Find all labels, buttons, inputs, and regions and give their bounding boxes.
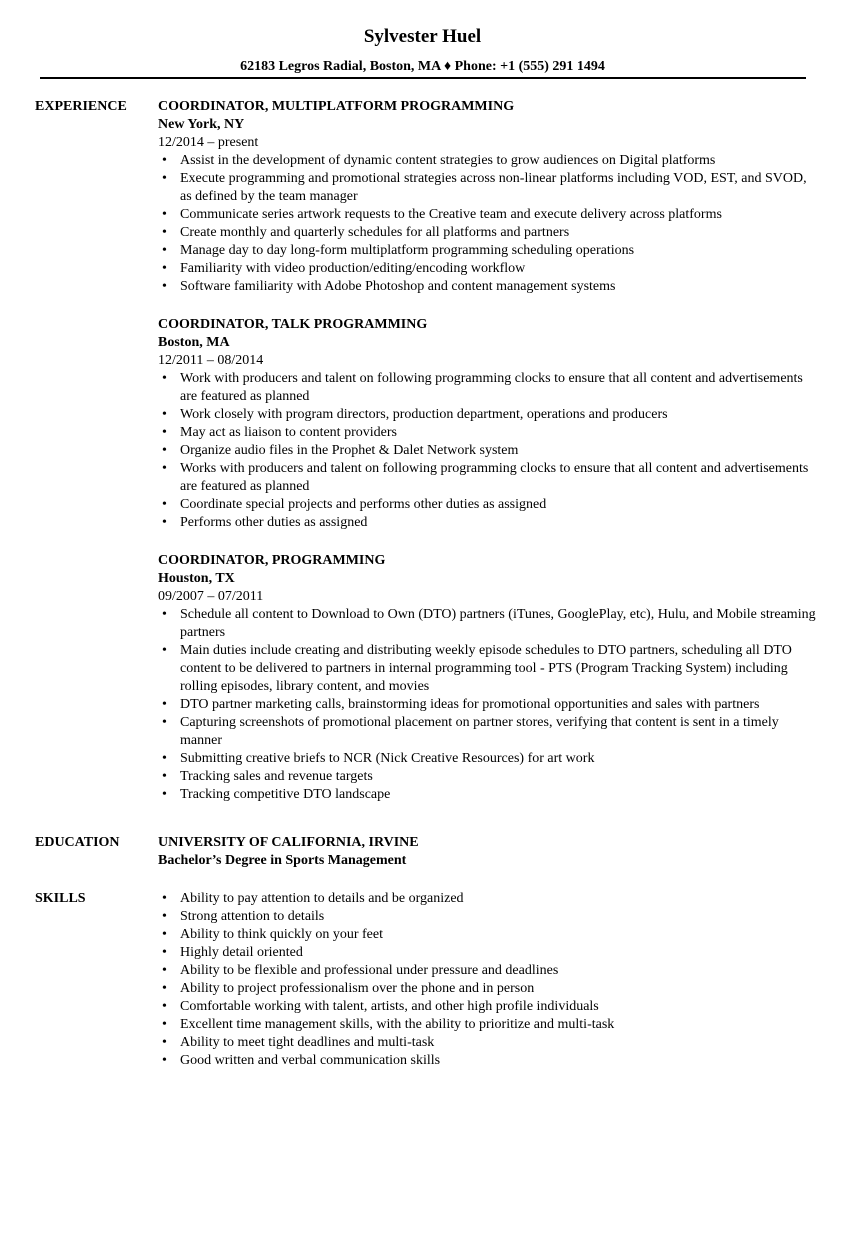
job-bullets [158,606,818,804]
header-divider [40,77,806,79]
bullet-item: • Submitting creative briefs to NCR (Nick Creative Resources) for art work [158,750,818,768]
bullet-item: • Communicate series artwork requests to the Creative team and execute delivery across platforms [158,206,818,224]
bullet-item: • Capturing screenshots of promotional placement on partner stores, verifying that content is sent in a timely manner [158,714,818,750]
bullet-item: • Assist in the development of dynamic content strategies to grow audiences on Digital platforms [158,152,818,170]
bullet-item: • Tracking competitive DTO landscape [158,786,818,804]
job-title: COORDINATOR, TALK PROGRAMMING [158,317,428,332]
education-body [158,834,818,870]
job-entry [158,98,818,296]
bullet-item: • Create monthly and quarterly schedules for all platforms and partners [158,224,818,242]
job-dates: 09/2007 – 07/2011 [158,589,264,604]
skill-item: • Highly detail oriented [158,944,818,962]
bullet-item: • Work closely with program directors, production department, operations and producers [158,406,818,424]
job-title: COORDINATOR, MULTIPLATFORM PROGRAMMING [158,99,515,114]
job-bullets [158,370,818,532]
school-name: UNIVERSITY OF CALIFORNIA, IRVINE [158,835,419,850]
job-dates: 12/2011 – 08/2014 [158,353,264,368]
job-location: Boston, MA [158,335,230,350]
skill-item: • Ability to meet tight deadlines and multi-task [158,1034,818,1052]
candidate-name: Sylvester Huel [363,26,482,47]
bullet-item: • Manage day to day long-form multiplatform programming scheduling operations [158,242,818,260]
job-bullets [158,152,818,296]
section-label-experience: EXPERIENCE [35,99,127,114]
job-entry [158,316,818,532]
job-location: Houston, TX [158,571,235,586]
job-dates: 12/2014 – present [158,135,259,150]
skill-item: • Good written and verbal communication skills [158,1052,818,1070]
bullet-item: • Performs other duties as assigned [158,514,818,532]
bullet-item: • Familiarity with video production/editing/encoding workflow [158,260,818,278]
skill-item: • Strong attention to details [158,908,818,926]
skill-item: • Ability to be flexible and professional under pressure and deadlines [158,962,818,980]
job-location: New York, NY [158,117,245,132]
bullet-item: • Execute programming and promotional strategies across non-linear platforms including VOD, EST, and SVOD, as defined by the team manager [158,170,818,206]
experience-body [158,98,818,824]
skills-body [158,890,818,1070]
skill-item: • Ability to project professionalism over the phone and in person [158,980,818,998]
section-label-education: EDUCATION [35,835,120,850]
bullet-item: • Main duties include creating and distributing weekly episode schedules to DTO partners, scheduling all DTO content to be delivered to partners in internal programming tool - PTS (Program Tracking System) including rolling episodes, library content, and movies [158,642,818,696]
bullet-item: • May act as liaison to content providers [158,424,818,442]
bullet-item: • Coordinate special projects and performs other duties as assigned [158,496,818,514]
skill-item: • Ability to pay attention to details and be organized [158,890,818,908]
bullet-item: • Software familiarity with Adobe Photoshop and content management systems [158,278,818,296]
bullet-item: • Work with producers and talent on following programming clocks to ensure that all content and advertisements are featured as planned [158,370,818,406]
job-title: COORDINATOR, PROGRAMMING [158,553,386,568]
skill-item: • Ability to think quickly on your feet [158,926,818,944]
section-label-skills: SKILLS [35,891,86,906]
skills-list [158,890,818,1070]
job-entry [158,552,818,804]
bullet-item: • Tracking sales and revenue targets [158,768,818,786]
bullet-item: • Schedule all content to Download to Own (DTO) partners (iTunes, GooglePlay, etc), Hulu, and Mobile streaming partners [158,606,818,642]
skill-item: • Excellent time management skills, with the ability to prioritize and multi-task [158,1016,818,1034]
bullet-item: • DTO partner marketing calls, brainstorming ideas for promotional opportunities and sales with partners [158,696,818,714]
bullet-item: • Works with producers and talent on following programming clocks to ensure that all content and advertisements are featured as planned [158,460,818,496]
bullet-item: • Organize audio files in the Prophet & Dalet Network system [158,442,818,460]
degree: Bachelor’s Degree in Sports Management [158,853,407,868]
skill-item: • Comfortable working with talent, artists, and other high profile individuals [158,998,818,1016]
contact-line: 62183 Legros Radial, Boston, MA ♦ Phone: +1 (555) 291 1494 [240,59,605,74]
